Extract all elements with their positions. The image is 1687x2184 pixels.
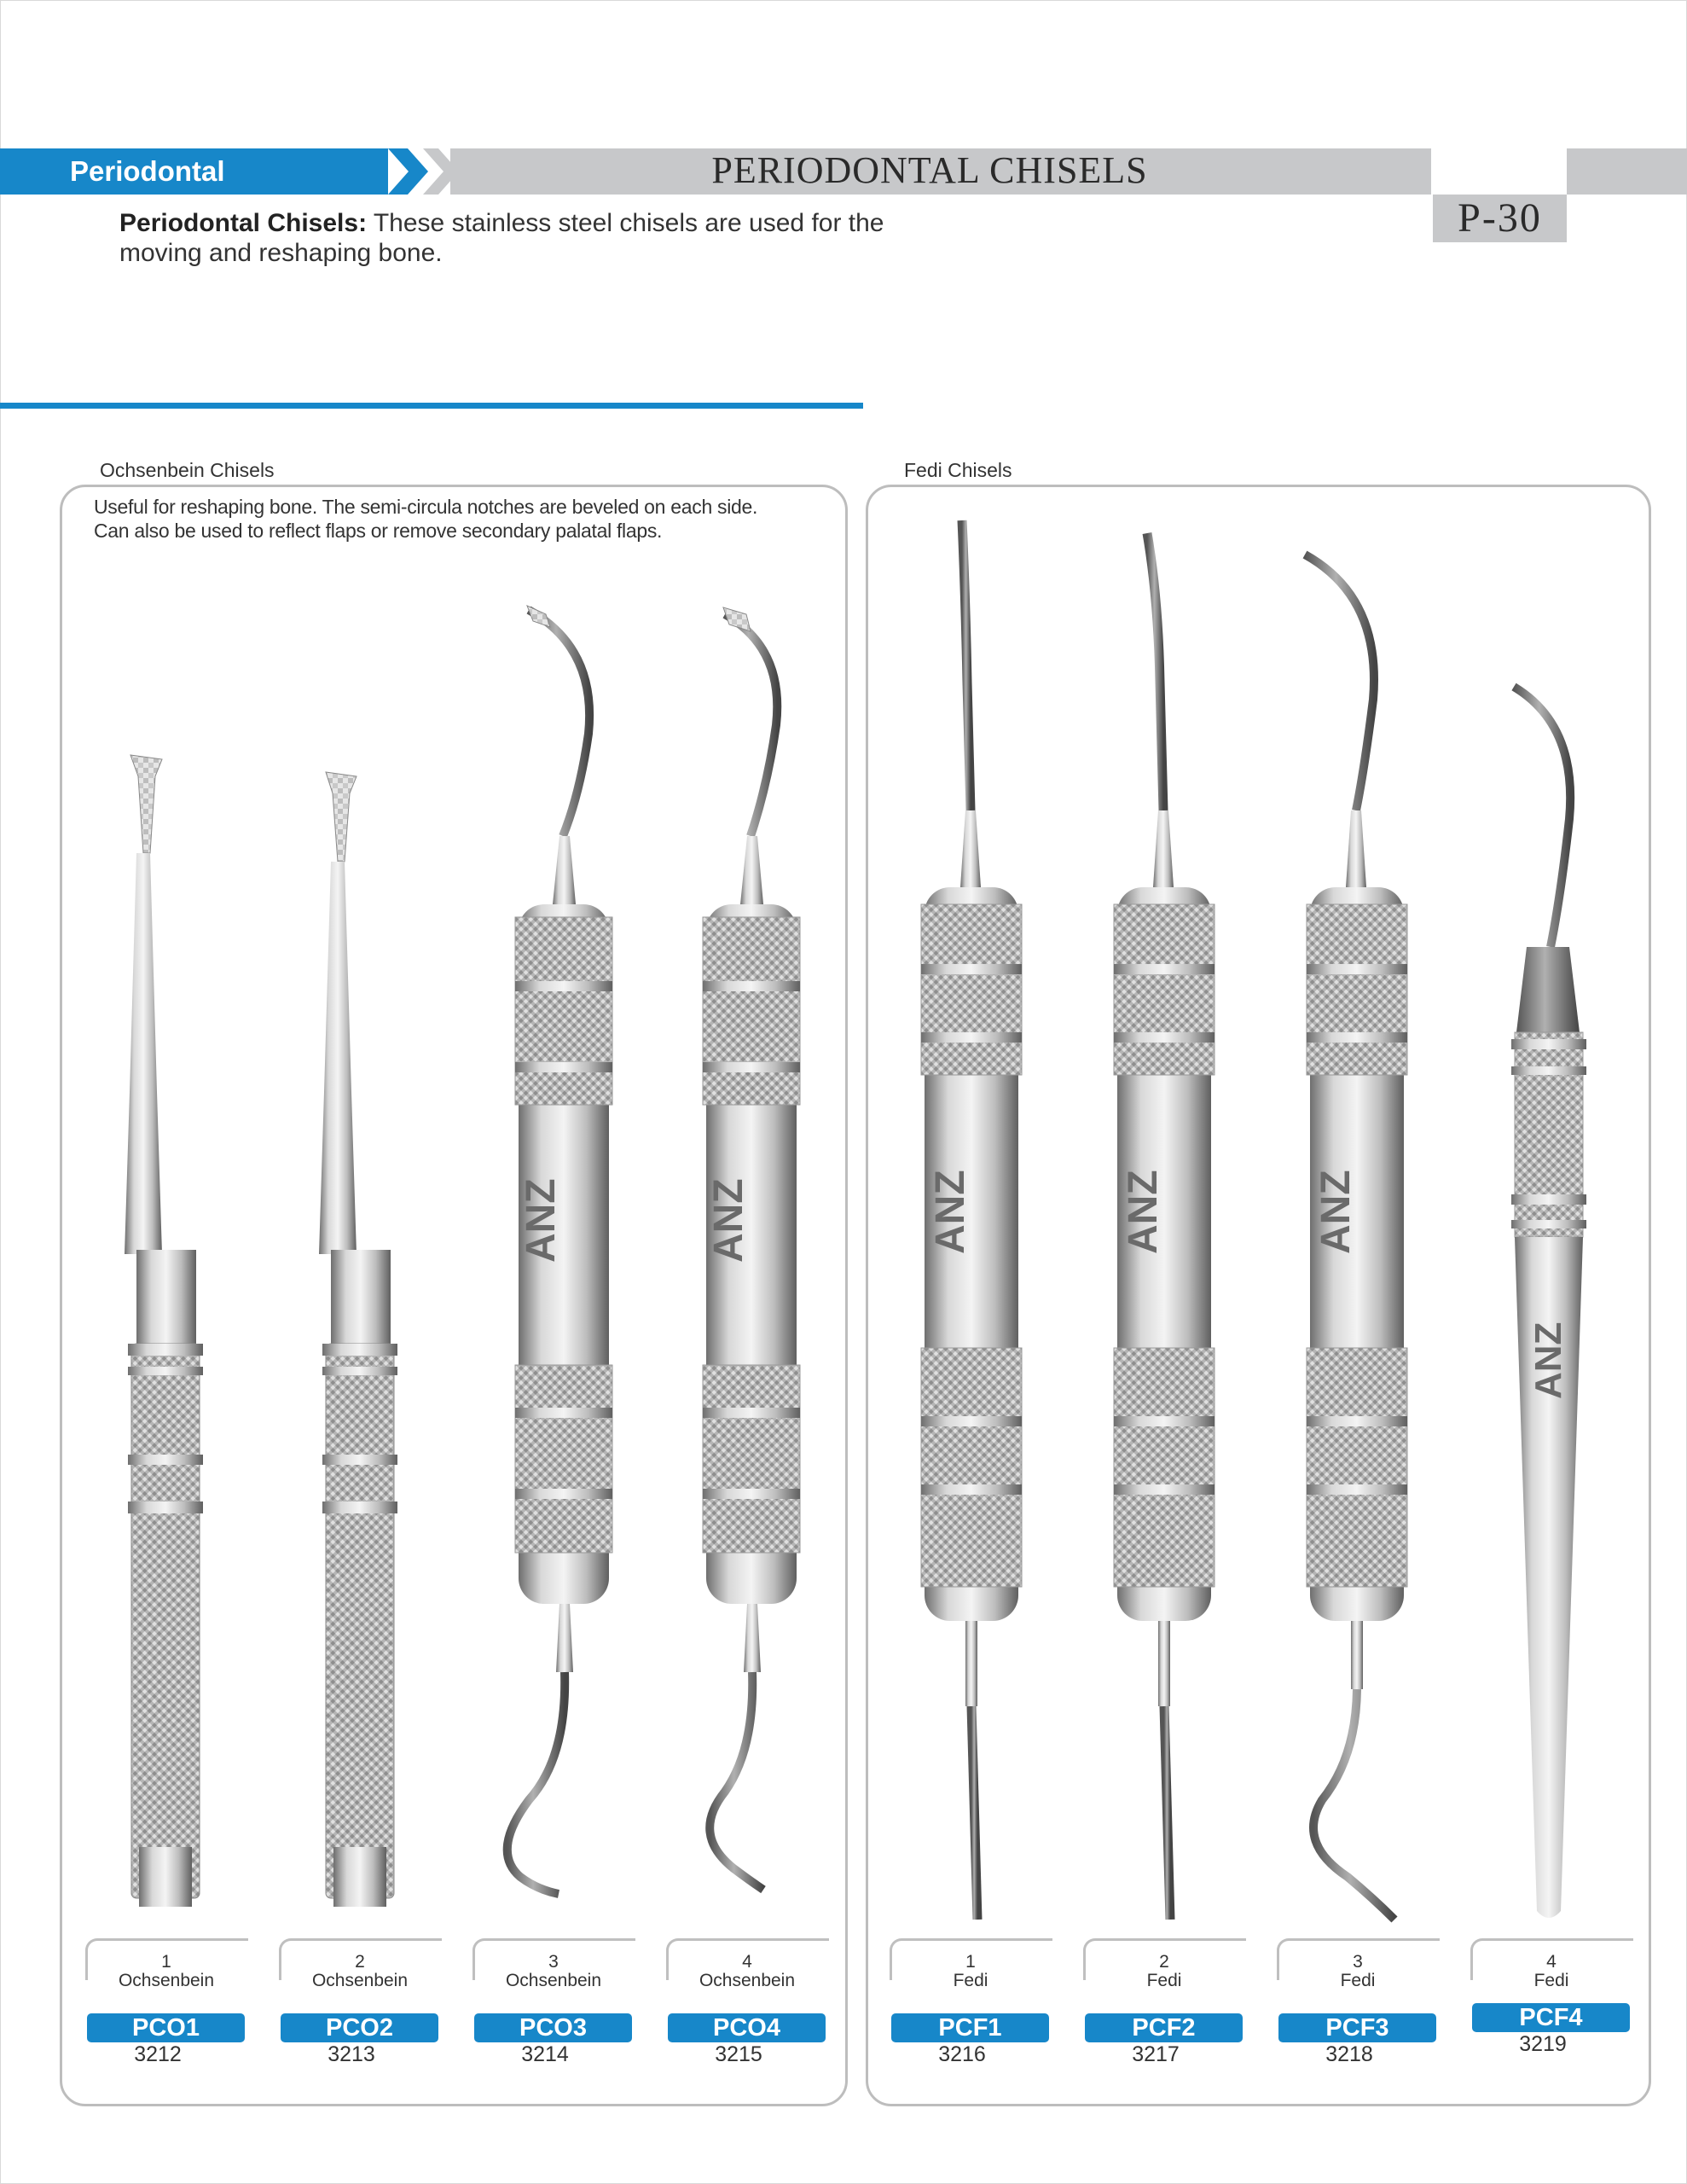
instrument-pco2	[319, 772, 397, 1907]
item-name: Fedi	[953, 1971, 988, 1990]
instrument-pcf2	[1114, 533, 1215, 1920]
item-number: 4	[742, 1952, 752, 1972]
item-pcf1[interactable]	[890, 1938, 1052, 2066]
item-pco1[interactable]	[85, 1938, 247, 2066]
brand-logo-pcf4: ANZ	[1528, 1321, 1569, 1399]
item-code-badge[interactable]: PCO1	[87, 2013, 245, 2042]
category-label: Periodontal	[70, 155, 225, 187]
item-pcf4[interactable]	[1470, 1938, 1632, 2066]
item-catalog-number: 3219	[1519, 2032, 1567, 2056]
item-pcf2[interactable]	[1083, 1938, 1245, 2066]
item-pcf3[interactable]	[1277, 1938, 1439, 2066]
item-catalog-number: 3217	[1132, 2042, 1180, 2066]
instrument-pcf3	[1305, 555, 1407, 1920]
item-name: Fedi	[1533, 1971, 1569, 1990]
item-number: 3	[1353, 1952, 1363, 1972]
brand-logo-pcf2: ANZ	[1121, 1170, 1166, 1254]
intro-body: These stainless steel chisels are used for the moving and reshaping bone.	[119, 209, 884, 267]
item-catalog-number: 3214	[521, 2042, 569, 2066]
item-number: 4	[1546, 1952, 1557, 1972]
item-name: Ochsenbein	[699, 1971, 796, 1990]
fedi-label: Fedi Chisels	[904, 459, 1012, 481]
item-catalog-number: 3212	[134, 2042, 182, 2066]
instrument-pco3	[507, 606, 612, 1894]
brand-logo-pcf1: ANZ	[928, 1170, 973, 1254]
item-name: Ochsenbein	[118, 1971, 215, 1990]
brand-logo-pco4: ANZ	[706, 1178, 751, 1263]
item-pco4[interactable]	[666, 1938, 828, 2066]
item-pco3[interactable]	[472, 1938, 635, 2066]
item-number: 1	[965, 1952, 976, 1972]
item-catalog-number: 3218	[1325, 2042, 1373, 2066]
item-number: 2	[1159, 1952, 1169, 1972]
item-code-badge[interactable]: PCF2	[1085, 2013, 1243, 2042]
item-number: 1	[161, 1952, 171, 1972]
page-title: PERIODONTAL CHISELS	[711, 149, 1148, 191]
ochsenbein-label: Ochsenbein Chisels	[100, 459, 275, 481]
brand-logo-pco3: ANZ	[519, 1178, 564, 1263]
item-code-badge[interactable]: PCO3	[474, 2013, 632, 2042]
page-number: P-30	[1433, 195, 1567, 242]
item-catalog-number: 3213	[328, 2042, 375, 2066]
item-pco2[interactable]	[279, 1938, 441, 2066]
item-catalog-number: 3215	[715, 2042, 762, 2066]
instrument-pcf1	[921, 520, 1022, 1920]
desc-line-1: Useful for reshaping bone. The semi-circula notches are beveled on each side.	[94, 496, 758, 518]
instrument-pco4	[703, 607, 800, 1890]
item-number: 2	[355, 1952, 365, 1972]
item-code-badge[interactable]: PCF1	[891, 2013, 1049, 2042]
item-code-badge[interactable]: PCF3	[1278, 2013, 1436, 2042]
intro-bold: Periodontal Chisels:	[119, 209, 368, 237]
desc-line-2: Can also be used to reflect flaps or remove secondary palatal flaps.	[94, 520, 663, 542]
item-name: Ochsenbein	[311, 1971, 409, 1990]
instrument-pco1	[125, 755, 203, 1907]
item-number: 3	[548, 1952, 559, 1972]
item-name: Ochsenbein	[505, 1971, 602, 1990]
instrument-pcf4	[1511, 687, 1586, 1918]
brand-logo-pcf3: ANZ	[1313, 1170, 1359, 1254]
item-name: Fedi	[1340, 1971, 1376, 1990]
item-code-badge[interactable]: PCO4	[668, 2013, 826, 2042]
item-catalog-number: 3216	[938, 2042, 986, 2066]
item-code-badge[interactable]: PCO2	[281, 2013, 438, 2042]
item-name: Fedi	[1146, 1971, 1182, 1990]
item-code-badge[interactable]: PCF4	[1472, 2003, 1630, 2032]
